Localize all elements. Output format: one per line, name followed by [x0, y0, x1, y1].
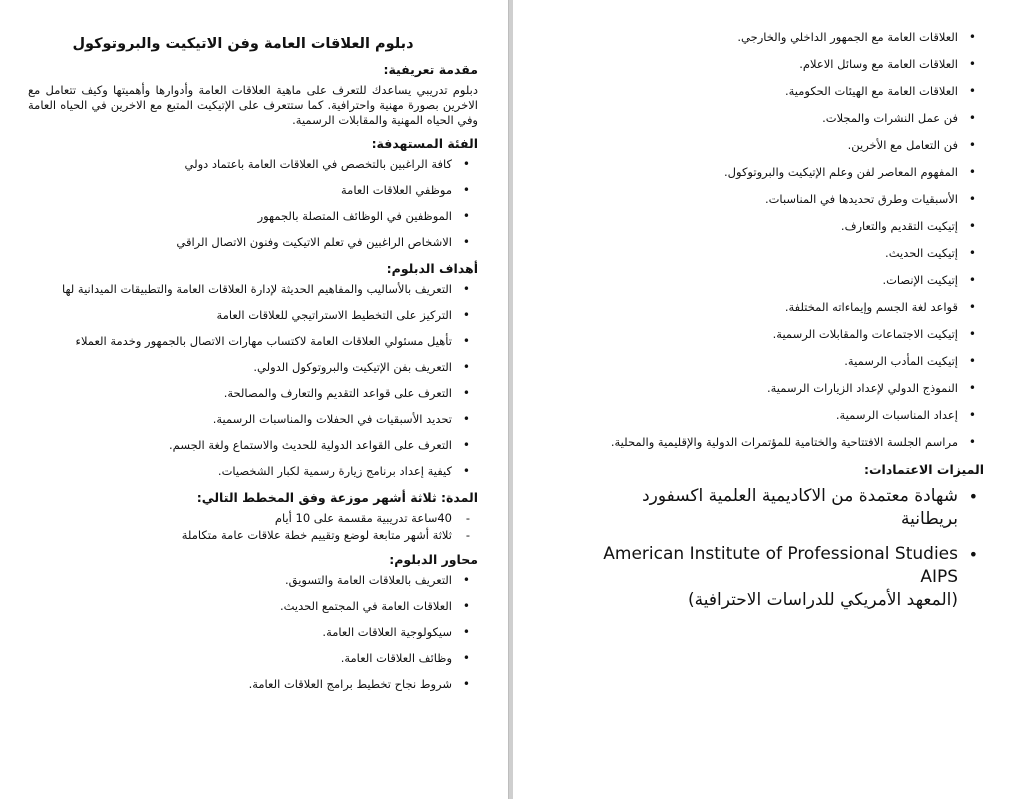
list-item: • شروط نجاح تخطيط برامج العلاقات العامة. — [28, 677, 452, 692]
list-item: • المفهوم المعاصر لفن وعلم الإتيكيت والبروتوكول. — [583, 165, 958, 180]
list-item: • العلاقات العامة مع وسائل الاعلام. — [583, 57, 958, 72]
goals-list — [28, 282, 478, 479]
list-item: • إتيكيت التقديم والتعارف. — [583, 219, 958, 234]
list-item: • مراسم الجلسة الافتتاحية والختامية للمؤتمرات الدولية والإقليمية والمحلية. — [583, 435, 958, 450]
list-item: • الاشخاص الراغبين في تعلم الاتيكيت وفنون الاتصال الراقي — [28, 235, 452, 250]
list-item: • إتيكيت الحديث. — [583, 246, 958, 261]
list-item: • تحديد الأسبقيات في الحفلات والمناسبات الرسمية. — [28, 412, 452, 427]
list-item: • التعرف على قواعد التقديم والتعارف والمصالحة. — [28, 386, 452, 401]
duration-heading: المدة: ثلاثة أشهر موزعة وفق المخطط التالي: — [196, 490, 478, 505]
list-item: • الأسبقيات وطرق تحديدها في المناسبات. — [583, 192, 958, 207]
goals-heading: أهداف الدبلوم: — [386, 261, 478, 276]
document-page-left — [0, 0, 508, 799]
list-item: • الموظفين في الوظائف المتصلة بالجمهور — [28, 209, 452, 224]
list-item: • التعرف على القواعد الدولية للحديث والاستماع ولغة الجسم. — [28, 438, 452, 453]
list-item: • التعريف بالعلاقات العامة والتسويق. — [28, 573, 452, 588]
list-item: • موظفي العلاقات العامة — [28, 183, 452, 198]
list-item: • النموذج الدولي لإعداد الزيارات الرسمية. — [583, 381, 958, 396]
accreditation-item-aips — [583, 543, 958, 612]
accreditation-item-oxford: • شهادة معتمدة من الاكاديمية العلمية اكسفورد بريطانية — [583, 485, 958, 531]
accreditation-heading: الميزات الاعتمادات: — [863, 462, 984, 477]
list-item: • تأهيل مسئولي العلاقات العامة لاكتساب مهارات الاتصال بالجمهور وخدمة العملاء — [28, 334, 452, 349]
list-item: • إتيكيت المأدب الرسمية. — [583, 354, 958, 369]
list-item: - 40ساعة تدريبية مقسمة على 10 أيام — [28, 511, 452, 525]
list-item: • فن عمل النشرات والمجلات. — [583, 111, 958, 126]
list-item: • فن التعامل مع الأخرين. — [583, 138, 958, 153]
list-item: • قواعد لغة الجسم وإيماءاته المختلفة. — [583, 300, 958, 315]
axes-list-continued — [583, 30, 984, 450]
list-item: - ثلاثة أشهر متابعة لوضع وتقييم خطة علاقات عامة متكاملة — [28, 528, 452, 542]
list-item: • التركيز على التخطيط الاستراتيجي للعلاقات العامة — [28, 308, 452, 323]
axes-list — [28, 573, 478, 692]
list-item: • العلاقات العامة في المجتمع الحديث. — [28, 599, 452, 614]
list-item: • كافة الراغبين بالتخصص في العلاقات العامة باعتماد دولي — [28, 157, 452, 172]
audience-heading: الفئة المستهدفة: — [371, 136, 478, 151]
document-page-right — [513, 0, 1024, 799]
list-item: • العلاقات العامة مع الهيئات الحكومية. — [583, 84, 958, 99]
list-item: • كيفية إعداد برنامج زيارة رسمية لكبار الشخصيات. — [28, 464, 452, 479]
duration-list — [28, 511, 478, 542]
list-item: • إعداد المناسبات الرسمية. — [583, 408, 958, 423]
intro-heading: مقدمة تعريفية: — [383, 62, 478, 77]
list-item: • وظائف العلاقات العامة. — [28, 651, 452, 666]
audience-list — [28, 157, 478, 250]
list-item: • إتيكيت الإنصات. — [583, 273, 958, 288]
accreditation-list — [583, 485, 984, 612]
axes-heading: محاور الدبلوم: — [389, 552, 478, 567]
aips-arabic-name: (المعهد الأمريكي للدراسات الاحترافية) — [688, 590, 958, 610]
list-item: • التعريف بفن الإتيكيت والبروتوكول الدولي. — [28, 360, 452, 375]
list-item: • العلاقات العامة مع الجمهور الداخلي والخارجي. — [583, 30, 958, 45]
aips-english-name: • American Institute of Professional Studies AIPS — [603, 544, 958, 587]
list-item: • التعريف بالأساليب والمفاهيم الحديثة لإدارة العلاقات العامة والتطبيقات الميدانية لها — [28, 282, 452, 297]
intro-paragraph: دبلوم تدريبي يساعدك للتعرف على ماهية العلاقات العامة وأدوارها وأهميتها وكيف تتعامل مع الاخرين بصورة مهنية واحترافية. كما ستتعرف على الإتيكيت المتبع مع الاخرين في الحياه العامة وفي الحياه المهنية والمقابلات الرسمية. — [28, 83, 478, 127]
list-item: • سيكولوجية العلاقات العامة. — [28, 625, 452, 640]
list-item: • إتيكيت الاجتماعات والمقابلات الرسمية. — [583, 327, 958, 342]
document-title: دبلوم العلاقات العامة وفن الاتيكيت والبروتوكول — [72, 36, 414, 52]
